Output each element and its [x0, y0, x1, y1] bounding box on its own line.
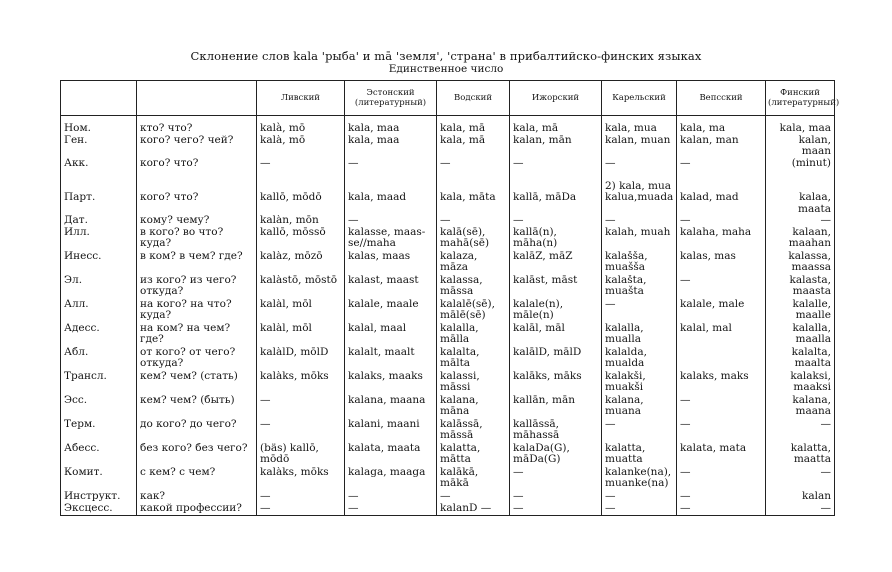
table-cell: kalalla, maalla [766, 323, 835, 347]
table-cell: kalàlD, mōlD [257, 347, 345, 371]
table-cell: kalàl, mōl [257, 323, 345, 347]
table-row [61, 135, 835, 158]
table-cell: — [602, 299, 677, 323]
case-name: Инесс. [61, 251, 137, 275]
table-cell: — [510, 491, 602, 503]
case-name: Эл. [61, 275, 137, 299]
table-cell: kalast, maast [345, 275, 437, 299]
table-cell: kalan, maan [766, 135, 835, 158]
table-cell: (bäs) kal̀lō, mōdō [257, 443, 345, 467]
case-question: кого? что? [137, 158, 257, 193]
case-question: с кем? с чем? [137, 467, 257, 491]
case-question: кем? чем? (стать) [137, 371, 257, 395]
table-cell: kalanD — [437, 503, 510, 516]
table-cell: kalàks, mōks [257, 371, 345, 395]
table-cell: kalāZ, māZ [510, 251, 602, 275]
table-cell: kalaDa(G), māDa(G) [510, 443, 602, 467]
case-question: кем? чем? (быть) [137, 395, 257, 419]
case-question: от кого? от чего? откуда? [137, 347, 257, 371]
table-cell: — [437, 215, 510, 227]
table-cell: kalata, mata [677, 443, 766, 467]
table-cell: kalaha, maha [677, 227, 766, 251]
table-cell: kala, maad [345, 192, 437, 215]
table-cell: — [677, 275, 766, 299]
case-name: Ген. [61, 135, 137, 158]
table-cell: kala, maa [345, 135, 437, 158]
header-question [137, 81, 257, 116]
table-cell: kalaks, maaks [345, 371, 437, 395]
table-cell: kalalle, maalle [766, 299, 835, 323]
case-name: Абл. [61, 347, 137, 371]
table-row [61, 323, 835, 347]
table-cell: — [677, 419, 766, 443]
table-cell: kalašša, muašša [602, 251, 677, 275]
table-row [61, 275, 835, 299]
header-finnish: Финский (литературный) [766, 81, 835, 116]
case-question: как? [137, 491, 257, 503]
table-cell: kalana, maana [345, 395, 437, 419]
table-cell: — [602, 503, 677, 516]
table-cell: kalāks, māks [510, 371, 602, 395]
table-cell [677, 347, 766, 371]
case-question: кто? что? [137, 116, 257, 135]
table-cell: kallāssā, māhassā [510, 419, 602, 443]
table-cell: kala, mā [437, 135, 510, 158]
table-cell: kalākā, mākā [437, 467, 510, 491]
case-name: Комит. [61, 467, 137, 491]
table-cell: — [345, 491, 437, 503]
table-cell: kalanke(na), muanke(na) [602, 467, 677, 491]
table-row [61, 299, 835, 323]
table-cell: kalatta, mātta [437, 443, 510, 467]
table-cell: kalata, maata [345, 443, 437, 467]
case-question: на кого? на что? куда? [137, 299, 257, 323]
case-name: Парт. [61, 192, 137, 215]
table-cell: kalaks, maks [677, 371, 766, 395]
table-cell: kalatta, muatta [602, 443, 677, 467]
table-row [61, 227, 835, 251]
header-row [61, 81, 835, 116]
case-name: Абесс. [61, 443, 137, 467]
table-row [61, 251, 835, 275]
case-question: кого? что? [137, 192, 257, 215]
table-cell: kalà, mō [257, 135, 345, 158]
table-cell: — [766, 215, 835, 227]
table-cell: kalasse, maas- se//maha [345, 227, 437, 251]
table-row [61, 443, 835, 467]
table-row [61, 371, 835, 395]
table-cell: — 2) kala, mua [602, 158, 677, 193]
table-cell: — [677, 158, 766, 193]
table-cell: kalàks, mōks [257, 467, 345, 491]
table-row [61, 192, 835, 215]
table-cell: kalal, mal [677, 323, 766, 347]
table-cell: — [766, 419, 835, 443]
table-cell: kallā(n), māha(n) [510, 227, 602, 251]
table-cell: kalas, mas [677, 251, 766, 275]
case-question: из кого? из чего? откуда? [137, 275, 257, 299]
table-cell: kalalda, mualda [602, 347, 677, 371]
table-cell: kalasta, maasta [766, 275, 835, 299]
table-cell: kalan [766, 491, 835, 503]
table-cell: kalàn, mōn [257, 215, 345, 227]
table-cell: kallā, māDa [510, 192, 602, 215]
table-cell: — [437, 491, 510, 503]
table-cell: — [602, 491, 677, 503]
table-cell: — [345, 215, 437, 227]
table-cell: kalalē(sē), mālē(sē) [437, 299, 510, 323]
table-cell: kalalta, maalta [766, 347, 835, 371]
table-cell: — [677, 395, 766, 419]
table-cell: kalā(sē), mahā(sē) [437, 227, 510, 251]
table-cell: (minut) [766, 158, 835, 193]
table-cell: kalan, man [677, 135, 766, 158]
case-name: Инструкт. [61, 491, 137, 503]
header-izhorian: Ижорский [510, 81, 602, 116]
table-cell: kalua,muada [602, 192, 677, 215]
header-karelian: Карельский [602, 81, 677, 116]
declension-table [60, 80, 840, 516]
header-livonian: Ливский [257, 81, 345, 116]
table-cell: kala, mā [437, 116, 510, 135]
table-cell: — [602, 419, 677, 443]
table-cell: — [437, 158, 510, 193]
case-question: на ком? на чем? где? [137, 323, 257, 347]
table-cell: kalà, mō [257, 116, 345, 135]
table-cell: — [345, 503, 437, 516]
table-cell: kalalla, mālla [437, 323, 510, 347]
table-cell: — [345, 158, 437, 193]
table-cell: kalal, maal [345, 323, 437, 347]
table-cell: kalaga, maaga [345, 467, 437, 491]
table-cell: kala, mua [602, 116, 677, 135]
table-cell: kal̀lō, mōdō [257, 192, 345, 215]
table-cell: kala, māta [437, 192, 510, 215]
header-vepsian: Вепсский [677, 81, 766, 116]
table-cell: — [510, 215, 602, 227]
table-cell: kalālD, mālD [510, 347, 602, 371]
table-cell: — [510, 158, 602, 193]
case-name: Алл. [61, 299, 137, 323]
table-cell: kalàstō, mōstō [257, 275, 345, 299]
page-title: Склонение слов kala 'рыба' и mā 'земля', 'страна' в прибалтийско-финских языках [190, 49, 702, 63]
table-cell: — [257, 491, 345, 503]
table-row [61, 347, 835, 371]
table-cell: — [677, 467, 766, 491]
table-cell: — [510, 467, 602, 491]
table-cell: kalalta, mālta [437, 347, 510, 371]
table-cell: kalaan, maahan [766, 227, 835, 251]
table-cell: kala, mā [510, 116, 602, 135]
table-cell: kalas, maas [345, 251, 437, 275]
table-cell: kalani, maani [345, 419, 437, 443]
case-question: до кого? до чего? [137, 419, 257, 443]
table-cell: kalalt, maalt [345, 347, 437, 371]
header-votic: Водский [437, 81, 510, 116]
case-name: Терм. [61, 419, 137, 443]
table-cell: — [677, 503, 766, 516]
table-row [61, 419, 835, 443]
table-cell: kalad, mad [677, 192, 766, 215]
table-row [61, 395, 835, 419]
case-name: Адесс. [61, 323, 137, 347]
case-question: кого? чего? чей? [137, 135, 257, 158]
table-cell: kalassa, maassa [766, 251, 835, 275]
case-name: Акк. [61, 158, 137, 193]
case-question: без кого? без чего? [137, 443, 257, 467]
table-cell: kalale(n), māle(n) [510, 299, 602, 323]
table-cell: — [602, 215, 677, 227]
case-name: Ном. [61, 116, 137, 135]
table-cell: — [677, 491, 766, 503]
table-cell: kalàl, mōl [257, 299, 345, 323]
table-cell: kalana, māna [437, 395, 510, 419]
table-cell: kalan, mān [510, 135, 602, 158]
table-row [61, 158, 835, 193]
case-question: какой профессии? [137, 503, 257, 516]
table-cell: — [766, 503, 835, 516]
table-cell: kala, maa [766, 116, 835, 135]
table-cell: kalana, muana [602, 395, 677, 419]
table-cell: — [766, 467, 835, 491]
table-cell: kalāst, māst [510, 275, 602, 299]
table-cell: kala, ma [677, 116, 766, 135]
table-cell: kalassi, māssi [437, 371, 510, 395]
table-cell: kallān, mān [510, 395, 602, 419]
table-cell: kalaza, māza [437, 251, 510, 275]
table-row [61, 215, 835, 227]
table-row [61, 491, 835, 503]
table-row [61, 503, 835, 516]
table-row [61, 467, 835, 491]
table-cell: kalan, muan [602, 135, 677, 158]
case-name: Илл. [61, 227, 137, 251]
table-cell: — [257, 395, 345, 419]
header-estonian: Эстонский (литературный) [345, 81, 437, 116]
table-cell: kalalla, mualla [602, 323, 677, 347]
table-cell: — [677, 215, 766, 227]
table-cell: kalàz, mōzō [257, 251, 345, 275]
table-cell: kalaa, maata [766, 192, 835, 215]
table-cell: kalale, maale [345, 299, 437, 323]
table-row [61, 116, 835, 135]
table-cell: kala, maa [345, 116, 437, 135]
case-name: Эксцесс. [61, 503, 137, 516]
case-question: в кого? во что? куда? [137, 227, 257, 251]
table-cell: kalāl, māl [510, 323, 602, 347]
table-cell: — [257, 419, 345, 443]
table-cell: — [257, 503, 345, 516]
table-cell: kalassa, māssa [437, 275, 510, 299]
table-cell: kalah, muah [602, 227, 677, 251]
table-cell: kalale, male [677, 299, 766, 323]
case-name: Эсс. [61, 395, 137, 419]
table-cell: kalakši, muakši [602, 371, 677, 395]
case-name: Дат. [61, 215, 137, 227]
page-subtitle: Единственное число [388, 63, 504, 75]
table-cell: kal̀lō, mōssō [257, 227, 345, 251]
table-cell: kalašta, muašta [602, 275, 677, 299]
case-name: Трансл. [61, 371, 137, 395]
header-case [61, 81, 137, 116]
table-cell: kalaksi, maaksi [766, 371, 835, 395]
case-question: кому? чему? [137, 215, 257, 227]
table-cell: kalana, maana [766, 395, 835, 419]
case-question: в ком? в чем? где? [137, 251, 257, 275]
table-cell: kalatta, maatta [766, 443, 835, 467]
table-cell: — [510, 503, 602, 516]
table-cell: — [257, 158, 345, 193]
table-cell: kalāssā, māssā [437, 419, 510, 443]
